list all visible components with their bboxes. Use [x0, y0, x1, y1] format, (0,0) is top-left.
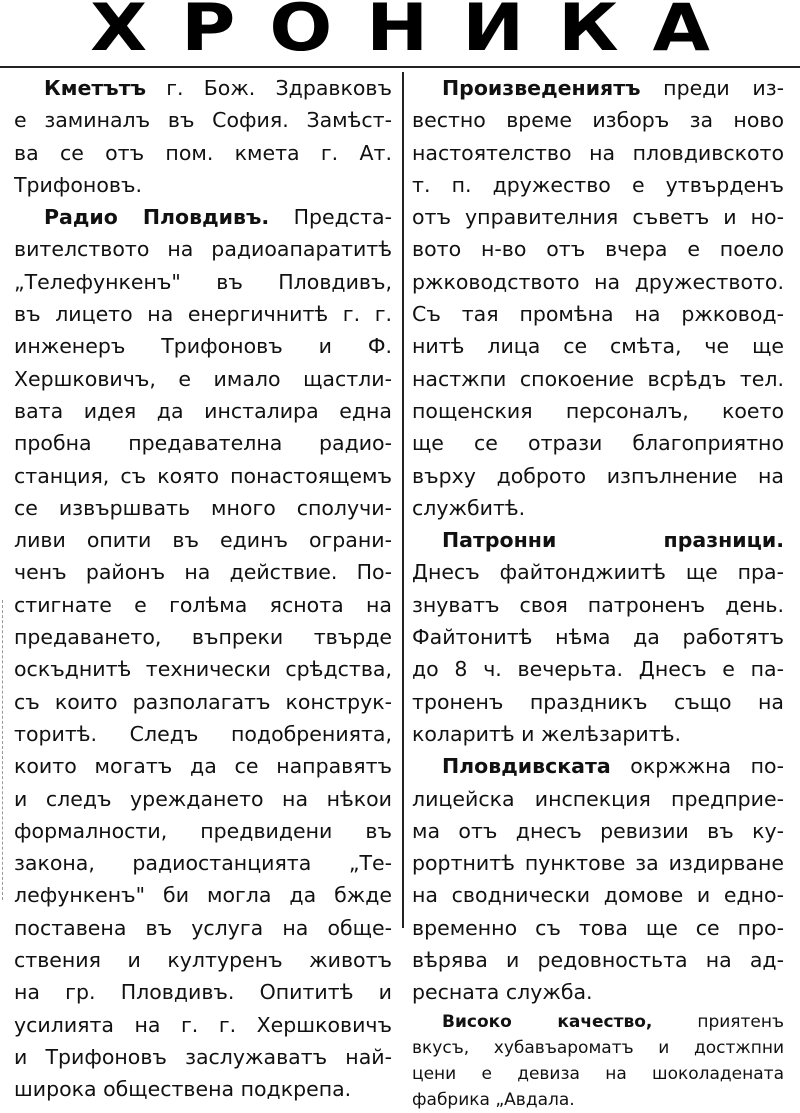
text-line: троненъ праздникъ също на [412, 689, 784, 714]
text-line: предаването, въпреки твърде [14, 625, 392, 650]
text-line: лефункенъ" би могла да бжде [14, 883, 392, 908]
text-line: инженеръ Трифоновъ и Ф. [14, 334, 392, 359]
text-line: широка обществена подкрепа. [14, 1077, 352, 1102]
text-line: които могатъ да се направятъ [14, 754, 392, 779]
text-line: до 8 ч. вечерьта. Днесъ е па- [412, 657, 784, 682]
text-line [14, 201, 392, 233]
text-line [412, 1009, 784, 1035]
text-line [412, 750, 784, 782]
text-line: вото н-во отъ вчера е поело [412, 237, 784, 262]
text-line: вителството на радиоапаратитѣ [14, 237, 392, 262]
text-line: цени е девиза на шоколадената [412, 1063, 784, 1084]
text-line: временно съ това ще се про- [412, 915, 784, 940]
text-line: ресната служба. [412, 980, 593, 1005]
text-line: ма отъ днесъ ревизии въ ку- [412, 818, 784, 843]
text-line: поставена въ услуга на обще- [14, 915, 392, 940]
right-column [412, 72, 784, 1110]
text-line: рортнитѣ пунктове за издирване [412, 851, 784, 876]
text-line: фабрика „Авдала. [412, 1089, 575, 1110]
article-lead: Кметътъ [44, 76, 146, 100]
text-line: ливи опити въ единъ ограни- [14, 528, 392, 553]
article-text: окржжна по- [610, 754, 784, 779]
text-line: ржководството на дружеството. [412, 269, 784, 294]
article-text: приятенъ [652, 1011, 784, 1032]
text-line: Днесъ файтонджиитѣ ще пра- [412, 560, 784, 585]
text-line: Трифоновъ. [14, 172, 142, 197]
text-line: коларитѣ и желѣзаритѣ. [412, 721, 681, 746]
text-line: станция, съ която понастоящемъ [14, 463, 392, 488]
text-line: ще се отрази благоприятно [412, 431, 784, 456]
article-lead: Високо качество, [442, 1011, 653, 1032]
text-line: ствения и културенъ животъ [14, 948, 392, 973]
article-text: преди из- [640, 76, 784, 100]
text-line: се извършвать много сполучи- [14, 495, 392, 520]
text-line [412, 524, 784, 556]
text-line: и Трифоновъ заслужаватъ най- [14, 1044, 392, 1069]
page-edge-marks [2, 600, 7, 900]
text-line: на гр. Пловдивъ. Опититѣ и [14, 980, 392, 1005]
column-divider [402, 72, 404, 928]
text-line: е заминалъ въ София. Замѣст- [14, 108, 392, 133]
text-line: ченъ районъ на действие. По- [14, 560, 392, 585]
text-line: Съ тая промѣна на ржковод- [412, 302, 784, 327]
page-title: ХРОНИКА [90, 0, 744, 66]
text-line: службитѣ. [412, 495, 526, 520]
text-line: „Телефункенъ" въ Пловдивъ, [14, 269, 392, 294]
text-line: усилията на г. г. Хершковичъ [14, 1012, 392, 1037]
left-column [14, 72, 392, 1102]
text-line: знуватъ своя патроненъ день. [412, 592, 784, 617]
text-line: вкусъ, хубавъароматъ и достжпни [412, 1037, 784, 1058]
text-line: оскъднитѣ технически срѣдства, [14, 657, 392, 682]
text-line: лицейска инспекция предприе- [412, 786, 784, 811]
text-line: настоятелство на пловдивското [412, 140, 784, 165]
text-line: Файтонитѣ нѣма да работятъ [412, 625, 784, 650]
text-line: и следъ уреждането на нѣкои [14, 786, 392, 811]
text-line: отъ управителния съветъ и но- [412, 205, 784, 230]
text-line [14, 72, 392, 104]
text-line: Хершковичъ, е имало щастли- [14, 366, 392, 391]
text-line: стигнате е голѣма яснота на [14, 592, 392, 617]
text-line: въ лицето на енергичнитѣ г. г. [14, 302, 392, 327]
text-line: на своднически домове и едно- [412, 883, 784, 908]
article-lead: Радио Пловдивъ. [44, 205, 270, 230]
text-line [412, 72, 784, 104]
text-line: вата идея да инсталира една [14, 398, 392, 423]
text-line: ва се отъ пом. кмета г. Ат. [14, 140, 392, 165]
text-line: нитѣ лица се смѣта, че ще [412, 334, 784, 359]
text-line: вестно време изборъ за ново [412, 108, 784, 133]
article-lead: Пловдивската [442, 754, 611, 779]
header-rule [0, 66, 800, 68]
article-lead: Произведениятъ [442, 76, 641, 100]
text-line: т. п. дружество е утвърденъ [412, 172, 784, 197]
article-text: Предста- [269, 205, 392, 230]
text-line: пощенския персоналъ, което [412, 398, 784, 423]
article-lead: Патронни празници. [442, 528, 784, 553]
text-line: формалности, предвидени въ [14, 818, 392, 843]
text-line: настжпи спокоение всрѣдъ тел. [412, 366, 784, 391]
text-line: съ които разполагатъ конструк- [14, 689, 392, 714]
text-line: пробна предавателна радио- [14, 431, 392, 456]
text-line: торитѣ. Следъ подобренията, [14, 721, 392, 746]
article-text: г. Бож. Здравковъ [146, 76, 392, 100]
text-line: върху доброто изпълнение на [412, 463, 784, 488]
text-line: закона, радиостанцията „Те- [14, 851, 392, 876]
text-line: вѣрява и редовностьта на ад- [412, 948, 784, 973]
